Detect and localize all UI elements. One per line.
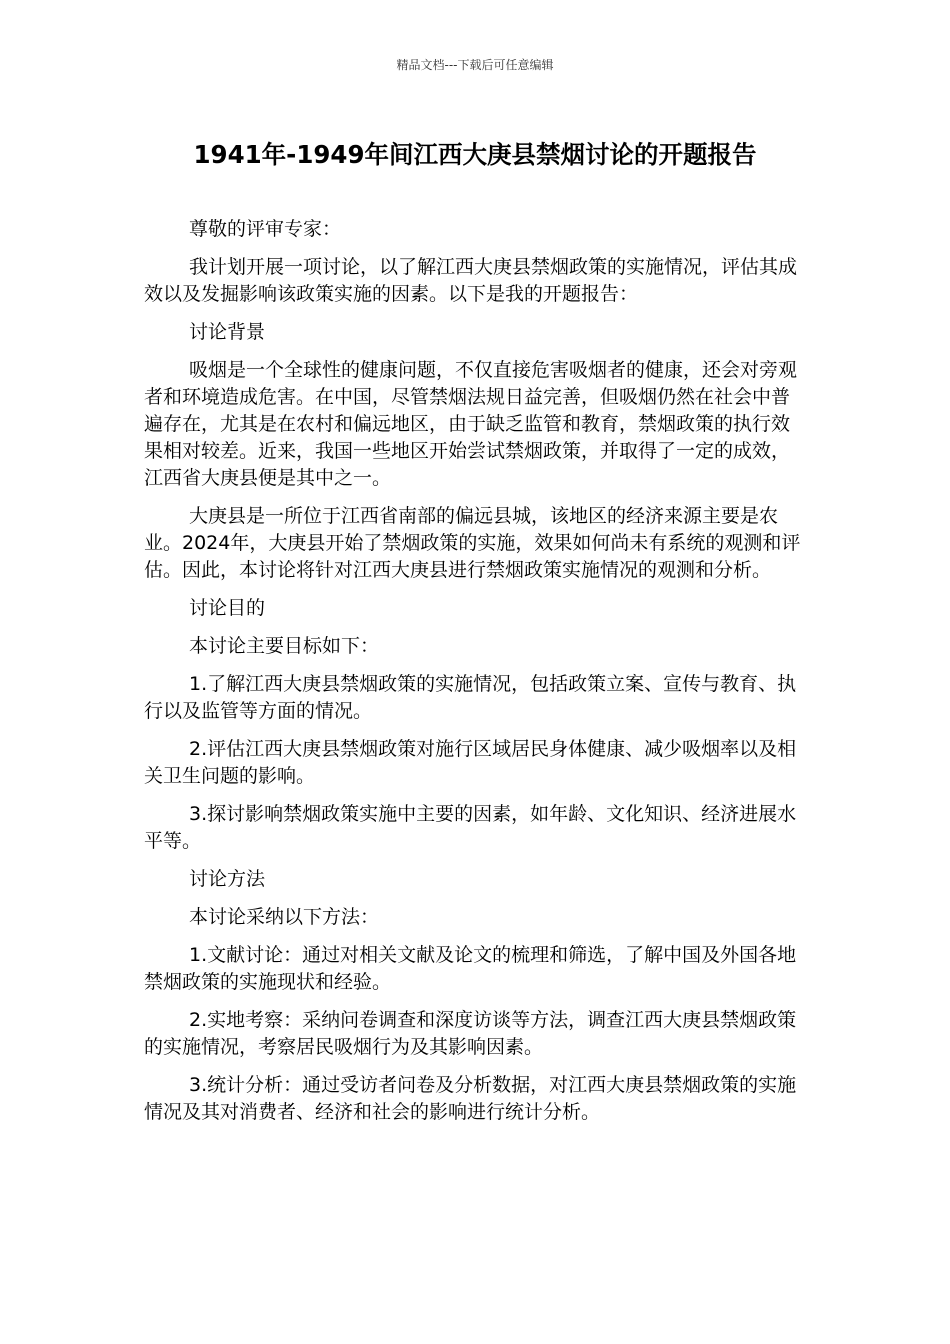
- salutation-paragraph: 尊敬的评审专家：: [189, 218, 342, 240]
- page-header-note: 精品文档---下载后可任意编辑: [396, 58, 554, 72]
- section-heading-methods: 讨论方法: [189, 868, 266, 890]
- section-heading-purpose: 讨论目的: [189, 597, 266, 619]
- method-item-3: 3.统计分析：通过受访者问卷及分析数据，对江西大庚县禁烟政策的实施情况及其对消费者、经济和社会的影响进行统计分析。: [144, 1074, 797, 1123]
- method-item-1: 1.文献讨论：通过对相关文献及论文的梳理和筛选，了解中国及外国各地禁烟政策的实施现状和经验。: [144, 944, 797, 993]
- method-item-2: 2.实地考察：采纳问卷调查和深度访谈等方法，调查江西大庚县禁烟政策的实施情况，考察居民吸烟行为及其影响因素。: [144, 1009, 797, 1058]
- intro-paragraph: 我计划开展一项讨论，以了解江西大庚县禁烟政策的实施情况，评估其成效以及发掘影响该政策实施的因素。以下是我的开题报告：: [144, 256, 798, 305]
- document-body: [144, 216, 804, 1137]
- section-heading-background: 讨论背景: [189, 321, 266, 343]
- document-title: 1941年-1949年间江西大庚县禁烟讨论的开题报告: [193, 140, 757, 169]
- purpose-intro-paragraph: 本讨论主要目标如下：: [189, 635, 380, 657]
- background-paragraph-2: 大庚县是一所位于江西省南部的偏远县城，该地区的经济来源主要是农业。2024年，大庚县开始了禁烟政策的实施，效果如何尚未有系统的观测和评估。因此，本讨论将针对江西大庚县进行禁烟政策实施情况的观测和分析。: [144, 505, 801, 581]
- purpose-item-1: 1.了解江西大庚县禁烟政策的实施情况，包括政策立案、宣传与教育、执行以及监管等方面的情况。: [144, 673, 797, 722]
- methods-intro-paragraph: 本讨论采纳以下方法：: [189, 906, 380, 928]
- purpose-item-3: 3.探讨影响禁烟政策实施中主要的因素，如年龄、文化知识、经济进展水平等。: [144, 803, 797, 852]
- background-paragraph-1: 吸烟是一个全球性的健康问题，不仅直接危害吸烟者的健康，还会对旁观者和环境造成危害。在中国，尽管禁烟法规日益完善，但吸烟仍然在社会中普遍存在，尤其是在农村和偏远地区，由于缺乏监管和教育，禁烟政策的执行效果相对较差。近来，我国一些地区开始尝试禁烟政策，并取得了一定的成效，江西省大庚县便是其中之一。: [144, 359, 798, 489]
- purpose-item-2: 2.评估江西大庚县禁烟政策对施行区域居民身体健康、减少吸烟率以及相关卫生问题的影响。: [144, 738, 797, 787]
